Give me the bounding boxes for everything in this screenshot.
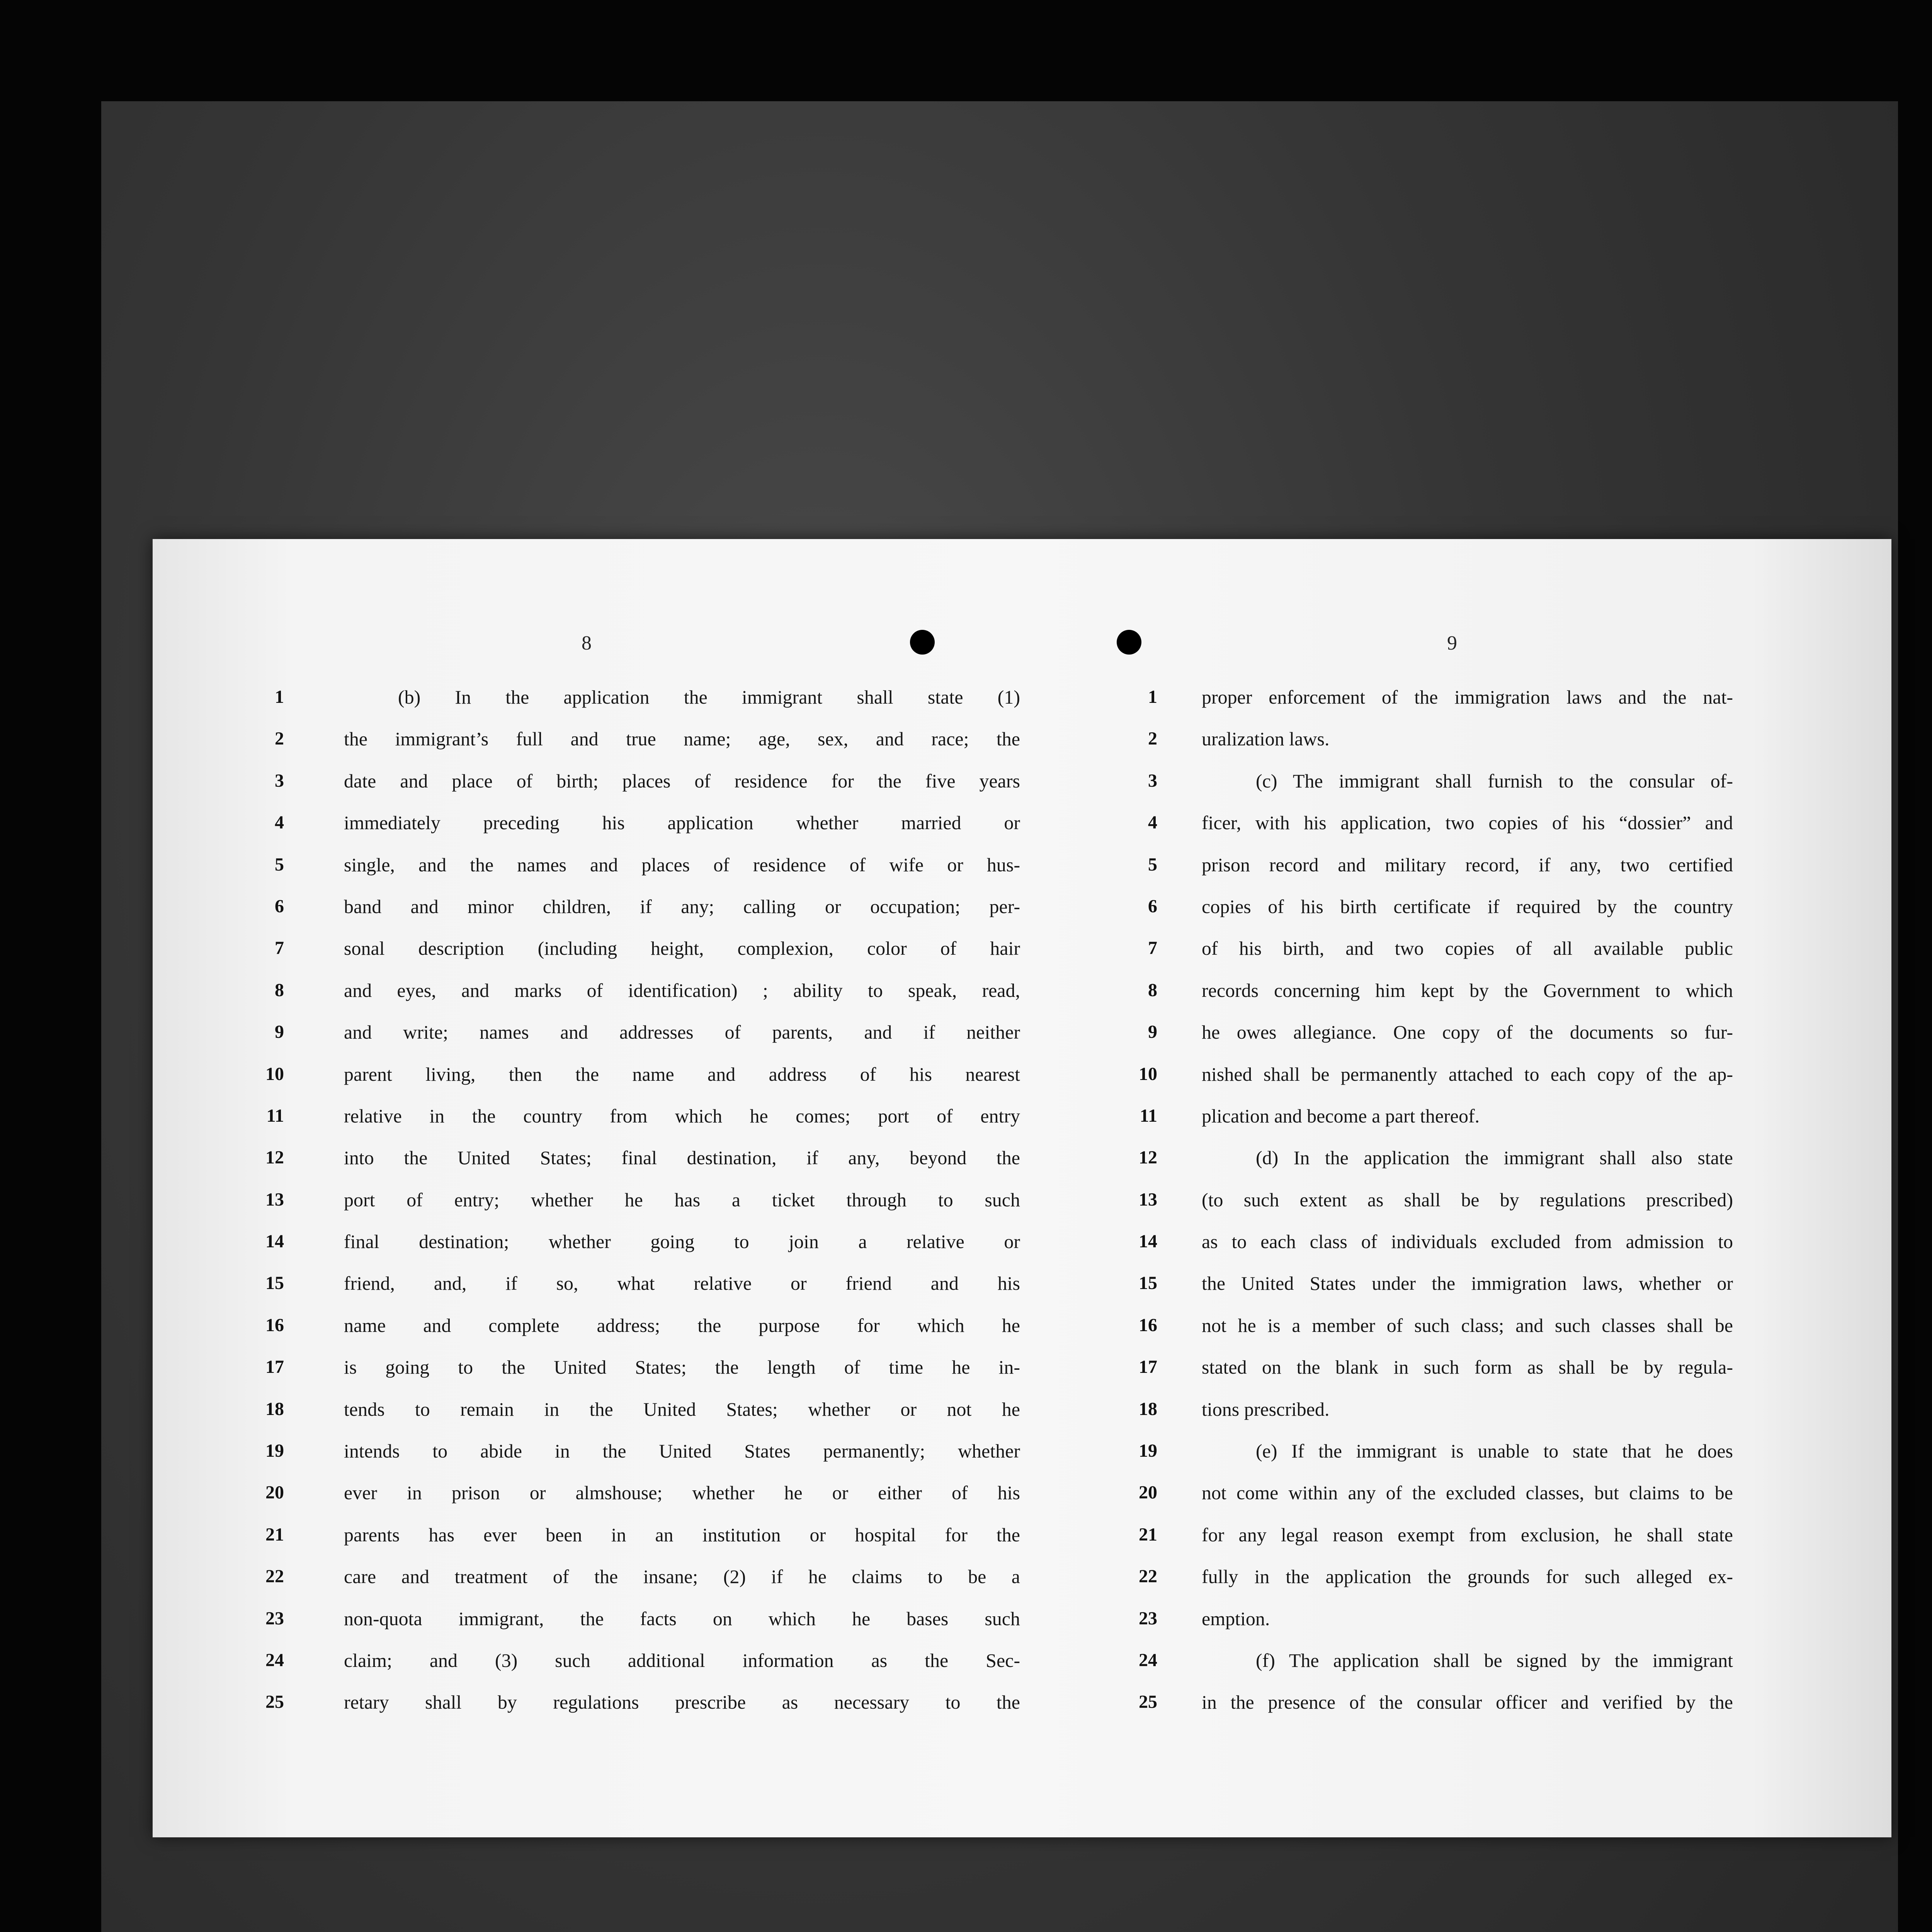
text-line xyxy=(265,1137,1020,1179)
text-line xyxy=(265,1388,1020,1430)
line-text: friend, and, if so, what relative or friend and his xyxy=(344,1272,1020,1294)
text-line xyxy=(1139,1430,1733,1472)
document-spread xyxy=(153,539,1891,1837)
line-text: (c) The immigrant shall furnish to the consular of- xyxy=(1256,770,1733,792)
line-number: 19 xyxy=(1139,1440,1157,1461)
text-line xyxy=(1139,1472,1733,1514)
text-line xyxy=(1148,844,1733,886)
text-line xyxy=(275,927,1020,969)
text-line xyxy=(265,1639,1020,1681)
line-text: into the United States; final destination, if any, beyond the xyxy=(344,1147,1020,1169)
line-number: 5 xyxy=(275,854,284,875)
line-text: ever in prison or almshouse; whether he or either of his xyxy=(344,1482,1020,1504)
binding-hole-right xyxy=(1117,630,1141,655)
line-number: 25 xyxy=(1139,1692,1157,1713)
line-text: retary shall by regulations prescribe as necessary to the xyxy=(344,1691,1020,1713)
line-text: ficer, with his application, two copies of his “dossier” and xyxy=(1202,812,1733,834)
text-line xyxy=(265,1304,1020,1346)
page-number-left: 8 xyxy=(582,632,592,654)
line-text: immediately preceding his application whether married or xyxy=(344,812,1020,834)
text-line xyxy=(265,1514,1020,1556)
line-text: (f) The application shall be signed by the immigrant xyxy=(1256,1649,1733,1671)
line-text: of his birth, and two copies of all available public xyxy=(1202,937,1733,959)
line-text: sonal description (including height, complexion, color of hair xyxy=(344,937,1020,959)
line-number: 24 xyxy=(265,1650,284,1670)
line-number: 23 xyxy=(265,1608,284,1629)
text-line xyxy=(1139,1514,1733,1556)
line-number: 11 xyxy=(266,1105,284,1126)
line-text: care and treatment of the insane; (2) if he claims to be a xyxy=(344,1566,1020,1588)
line-text: intends to abide in the United States permanently; whether xyxy=(344,1440,1020,1462)
line-text: plication and become a part thereof. xyxy=(1202,1105,1480,1127)
line-number: 7 xyxy=(1148,938,1157,959)
line-number: 17 xyxy=(1139,1357,1157,1378)
line-number: 8 xyxy=(275,980,284,1000)
text-line xyxy=(275,760,1020,802)
line-number: 2 xyxy=(275,728,284,749)
text-line xyxy=(265,1262,1020,1304)
line-number: 19 xyxy=(265,1440,284,1461)
right-page-text xyxy=(1139,676,1733,1723)
line-text: parent living, then the name and address of his nearest xyxy=(344,1063,1020,1085)
line-number: 11 xyxy=(1139,1105,1157,1126)
left-page-text xyxy=(265,676,1020,1723)
text-line xyxy=(1139,1053,1733,1095)
line-text: in the presence of the consular officer and verified by the xyxy=(1202,1691,1733,1713)
line-text: single, and the names and places of residence of wife or hus- xyxy=(344,854,1020,876)
text-line xyxy=(1148,718,1733,760)
text-line xyxy=(275,1011,1020,1053)
line-number: 16 xyxy=(265,1315,284,1335)
line-text: (b) In the application the immigrant shall state (1) xyxy=(398,686,1020,708)
text-line xyxy=(265,1221,1020,1262)
line-number: 16 xyxy=(1139,1315,1157,1335)
line-number: 12 xyxy=(1139,1147,1157,1168)
text-line xyxy=(1139,1598,1733,1639)
line-text: records concerning him kept by the Government to which xyxy=(1202,979,1733,1001)
line-text: the immigrant’s full and true name; age, sex, and race; the xyxy=(344,728,1020,750)
line-text: he owes allegiance. One copy of the documents so fur- xyxy=(1202,1021,1733,1043)
line-text: (to such extent as shall be by regulations prescribed) xyxy=(1202,1189,1733,1211)
line-number: 14 xyxy=(1139,1231,1157,1252)
text-line xyxy=(265,1598,1020,1639)
text-line xyxy=(1148,969,1733,1011)
line-number: 5 xyxy=(1148,854,1157,875)
line-number: 10 xyxy=(265,1063,284,1084)
line-text: copies of his birth certificate if required by the country xyxy=(1202,895,1733,917)
text-line xyxy=(275,676,1020,718)
line-text: as to each class of individuals excluded from admission to xyxy=(1202,1231,1733,1253)
line-number: 24 xyxy=(1139,1650,1157,1670)
text-line xyxy=(1139,1681,1733,1723)
line-number: 13 xyxy=(1139,1189,1157,1210)
line-number: 6 xyxy=(275,896,284,917)
line-number: 8 xyxy=(1148,980,1157,1000)
line-text: claim; and (3) such additional information as the Sec- xyxy=(344,1649,1020,1671)
text-line xyxy=(1139,1095,1733,1137)
text-line xyxy=(1139,1639,1733,1681)
text-line xyxy=(1139,1346,1733,1388)
text-line xyxy=(275,844,1020,886)
line-text: relative in the country from which he comes; port of entry xyxy=(344,1105,1020,1127)
line-text: final destination; whether going to join a relative or xyxy=(344,1231,1020,1253)
text-line xyxy=(275,718,1020,760)
line-text: for any legal reason exempt from exclusion, he shall state xyxy=(1202,1524,1733,1546)
line-text: parents has ever been in an institution or hospital for the xyxy=(344,1524,1020,1546)
text-line xyxy=(265,1179,1020,1221)
binding-hole-left xyxy=(910,630,935,655)
line-number: 4 xyxy=(275,812,284,833)
line-text: the United States under the immigration laws, whether or xyxy=(1202,1272,1733,1294)
text-line xyxy=(1148,1011,1733,1053)
line-text: not come within any of the excluded classes, but claims to be xyxy=(1202,1482,1733,1504)
line-number: 22 xyxy=(1139,1566,1157,1587)
line-text: fully in the application the grounds for such alleged ex- xyxy=(1202,1566,1733,1588)
line-number: 9 xyxy=(1148,1022,1157,1043)
line-number: 14 xyxy=(265,1231,284,1252)
line-number: 4 xyxy=(1148,812,1157,833)
line-number: 7 xyxy=(275,938,284,959)
line-text: tends to remain in the United States; whether or not he xyxy=(344,1398,1020,1420)
text-line xyxy=(1139,1304,1733,1346)
line-text: date and place of birth; places of residence for the five years xyxy=(344,770,1020,792)
text-line xyxy=(1139,1388,1733,1430)
line-text: (d) In the application the immigrant shall also state xyxy=(1256,1147,1733,1169)
text-line xyxy=(265,1053,1020,1095)
text-line xyxy=(1139,1137,1733,1179)
text-line xyxy=(1139,1556,1733,1597)
line-text: non-quota immigrant, the facts on which he bases such xyxy=(344,1607,1020,1629)
line-text: (e) If the immigrant is unable to state that he does xyxy=(1256,1440,1733,1462)
line-number: 23 xyxy=(1139,1608,1157,1629)
line-number: 21 xyxy=(265,1524,284,1545)
text-line xyxy=(1139,1179,1733,1221)
line-text: not he is a member of such class; and such classes shall be xyxy=(1202,1314,1733,1336)
line-text: uralization laws. xyxy=(1202,728,1330,750)
text-line xyxy=(1139,1221,1733,1262)
line-number: 3 xyxy=(275,770,284,791)
text-line xyxy=(265,1430,1020,1472)
text-line xyxy=(1148,676,1733,718)
line-text: prison record and military record, if any, two certified xyxy=(1202,854,1733,876)
text-line xyxy=(275,969,1020,1011)
line-text: proper enforcement of the immigration laws and the nat- xyxy=(1202,686,1733,708)
line-text: is going to the United States; the length of time he in- xyxy=(344,1356,1020,1378)
line-number: 20 xyxy=(1139,1482,1157,1503)
line-number: 25 xyxy=(265,1692,284,1713)
text-line xyxy=(265,1472,1020,1514)
line-text: and eyes, and marks of identification) ; ability to speak, read, xyxy=(344,979,1020,1001)
line-number: 18 xyxy=(1139,1398,1157,1419)
line-number: 3 xyxy=(1148,770,1157,791)
line-text: nished shall be permanently attached to each copy of the ap- xyxy=(1202,1063,1733,1085)
line-number: 22 xyxy=(265,1566,284,1587)
line-number: 13 xyxy=(265,1189,284,1210)
line-number: 9 xyxy=(275,1022,284,1043)
line-number: 21 xyxy=(1139,1524,1157,1545)
text-line xyxy=(1148,927,1733,969)
page-number-right: 9 xyxy=(1447,632,1457,654)
line-number: 15 xyxy=(1139,1273,1157,1294)
line-number: 2 xyxy=(1148,728,1157,749)
text-line xyxy=(265,1556,1020,1597)
text-line xyxy=(266,1095,1020,1137)
text-line xyxy=(275,802,1020,844)
line-text: name and complete address; the purpose for which he xyxy=(344,1314,1020,1336)
text-line xyxy=(1148,802,1733,844)
text-line xyxy=(1148,886,1733,927)
line-number: 1 xyxy=(1148,687,1157,707)
line-text: stated on the blank in such form as shall be by regula- xyxy=(1202,1356,1733,1378)
line-number: 15 xyxy=(265,1273,284,1294)
line-text: tions prescribed. xyxy=(1202,1398,1330,1420)
line-number: 1 xyxy=(275,687,284,707)
line-number: 10 xyxy=(1139,1063,1157,1084)
line-text: emption. xyxy=(1202,1607,1270,1629)
line-text: band and minor children, if any; calling or occupation; per- xyxy=(344,895,1020,917)
text-line xyxy=(1139,1262,1733,1304)
text-line xyxy=(275,886,1020,927)
line-number: 18 xyxy=(265,1398,284,1419)
text-line xyxy=(265,1681,1020,1723)
line-number: 20 xyxy=(265,1482,284,1503)
line-number: 17 xyxy=(265,1357,284,1378)
text-line xyxy=(265,1346,1020,1388)
line-text: and write; names and addresses of parents, and if neither xyxy=(344,1021,1020,1043)
line-number: 6 xyxy=(1148,896,1157,917)
text-line xyxy=(1148,760,1733,802)
line-number: 12 xyxy=(265,1147,284,1168)
line-text: port of entry; whether he has a ticket through to such xyxy=(344,1189,1020,1211)
